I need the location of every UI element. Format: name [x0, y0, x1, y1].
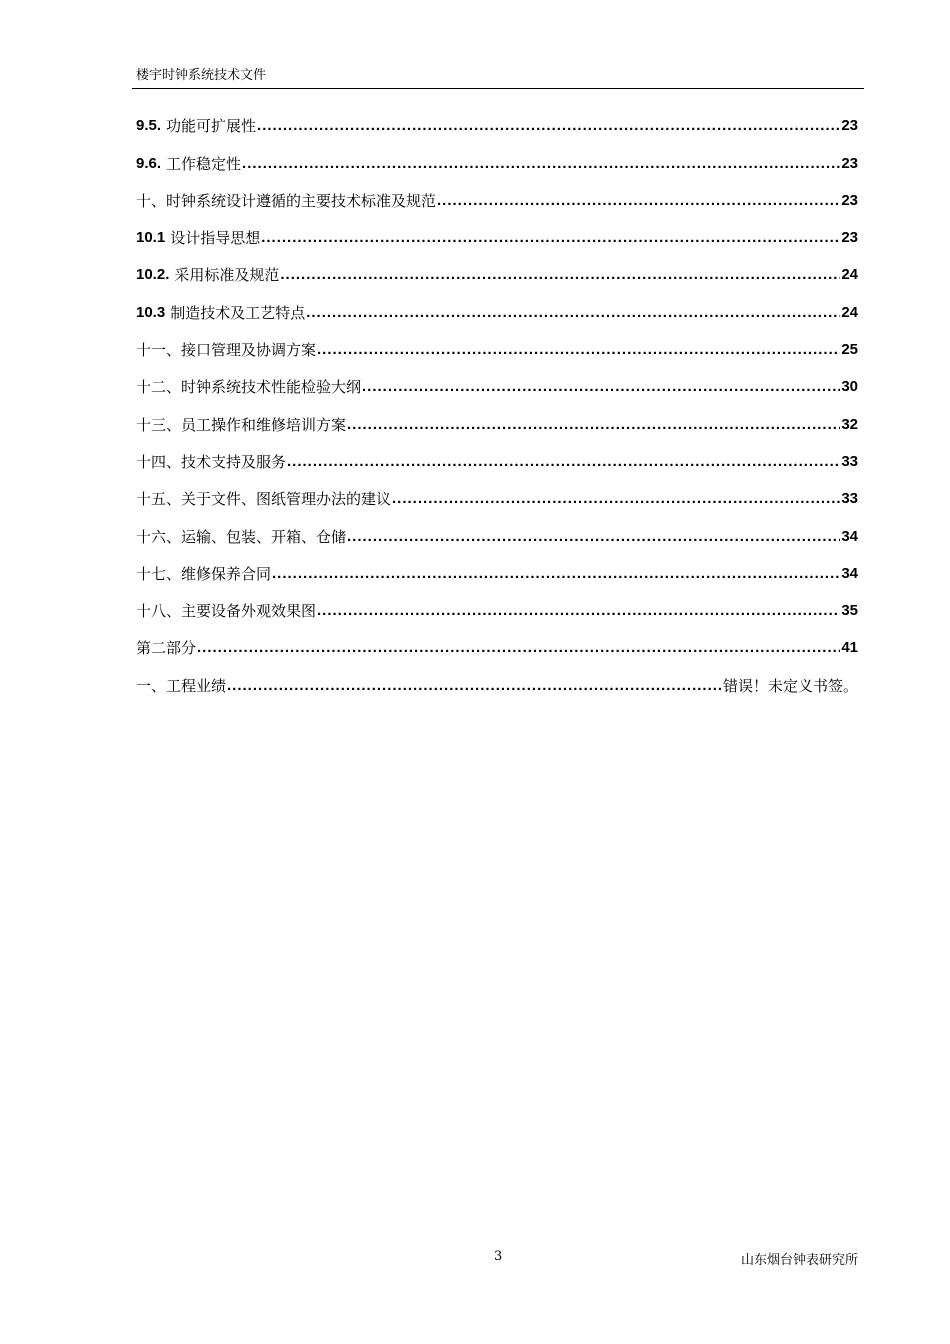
toc-entry-page: 24 — [841, 303, 858, 321]
toc-entry-page: 23 — [841, 117, 858, 135]
toc-entry[interactable] — [136, 622, 858, 659]
toc-entry[interactable] — [136, 249, 858, 286]
toc-entry[interactable] — [136, 398, 858, 435]
toc-dot-leader — [280, 264, 840, 286]
toc-dot-leader — [392, 488, 840, 510]
toc-dot-leader — [261, 227, 840, 249]
toc-entry-page-error: 错误！未定义书签。 — [722, 676, 858, 695]
toc-entry-title: 十、时钟系统设计遵循的主要技术标准及规范 — [136, 191, 437, 210]
toc-dot-leader — [317, 600, 840, 622]
toc-dot-leader — [306, 302, 840, 324]
page-number: 3 — [494, 1249, 503, 1264]
toc-entry-page: 33 — [841, 452, 858, 470]
organization-name: 山东烟台钟表研究所 — [740, 1253, 858, 1268]
toc-entry[interactable] — [136, 175, 858, 212]
toc-entry-title: 十三、员工操作和维修培训方案 — [136, 415, 347, 434]
toc-dot-leader — [197, 637, 840, 659]
toc-entry[interactable] — [136, 585, 858, 622]
toc-entry-page: 30 — [841, 378, 858, 396]
toc-entry-number: 10.1 — [136, 229, 166, 247]
toc-dot-leader — [347, 526, 840, 548]
toc-dot-leader — [227, 675, 722, 697]
toc-dot-leader — [242, 153, 840, 175]
toc-entry-title: 功能可扩展性 — [166, 117, 257, 136]
page-header — [132, 66, 864, 89]
toc-entry[interactable] — [136, 324, 858, 361]
toc-entry[interactable] — [136, 137, 858, 174]
toc-entry[interactable] — [136, 436, 858, 473]
toc-entry-number: 10.3 — [136, 303, 166, 321]
toc-dot-leader — [257, 115, 840, 137]
toc-entry-title: 设计指导思想 — [170, 229, 261, 248]
toc-entry-title: 工作稳定性 — [166, 154, 242, 173]
toc-entry[interactable] — [136, 286, 858, 323]
toc-entry-title: 十七、维修保养合同 — [136, 564, 272, 583]
toc-entry[interactable] — [136, 659, 858, 696]
toc-entry-page: 23 — [841, 229, 858, 247]
toc-dot-leader — [362, 376, 840, 398]
toc-entry-number: 10.2. — [136, 266, 170, 284]
toc-dot-leader — [347, 414, 840, 436]
toc-entry-title: 十一、接口管理及协调方案 — [136, 341, 317, 360]
toc-entry-title: 第二部分 — [136, 639, 197, 658]
toc-entry-title: 制造技术及工艺特点 — [170, 303, 306, 322]
toc-entry-title: 采用标准及规范 — [174, 266, 280, 285]
toc-entry-page: 33 — [841, 490, 858, 508]
toc-entry-title: 十八、主要设备外观效果图 — [136, 602, 317, 621]
toc-entry-title: 十五、关于文件、图纸管理办法的建议 — [136, 490, 392, 509]
document-title: 楼宇时钟系统技术文件 — [136, 68, 267, 83]
toc-entry-page: 32 — [841, 415, 858, 433]
toc-dot-leader — [437, 190, 840, 212]
toc-entry-number: 9.6. — [136, 154, 162, 172]
toc-dot-leader — [287, 451, 840, 473]
toc-entry-page: 34 — [841, 564, 858, 582]
toc-entry-page: 23 — [841, 154, 858, 172]
toc-dot-leader — [272, 563, 840, 585]
toc-entry-title: 十四、技术支持及服务 — [136, 452, 287, 471]
toc-entry-page: 23 — [841, 191, 858, 209]
table-of-contents — [136, 100, 858, 697]
toc-entry-title: 十二、时钟系统技术性能检验大纲 — [136, 378, 362, 397]
toc-entry[interactable] — [136, 212, 858, 249]
toc-entry-number: 9.5. — [136, 117, 162, 135]
toc-entry-page: 34 — [841, 527, 858, 545]
toc-entry[interactable] — [136, 473, 858, 510]
toc-entry-page: 24 — [841, 266, 858, 284]
page-footer — [0, 1249, 950, 1269]
toc-entry[interactable] — [136, 510, 858, 547]
toc-entry-page: 35 — [841, 602, 858, 620]
toc-dot-leader — [317, 339, 840, 361]
toc-entry[interactable] — [136, 361, 858, 398]
toc-entry[interactable] — [136, 100, 858, 137]
toc-entry-page: 41 — [841, 639, 858, 657]
toc-entry-title: 一、工程业绩 — [136, 676, 227, 695]
toc-entry[interactable] — [136, 548, 858, 585]
toc-entry-page: 25 — [841, 341, 858, 359]
toc-entry-title: 十六、运输、包装、开箱、仓储 — [136, 527, 347, 546]
